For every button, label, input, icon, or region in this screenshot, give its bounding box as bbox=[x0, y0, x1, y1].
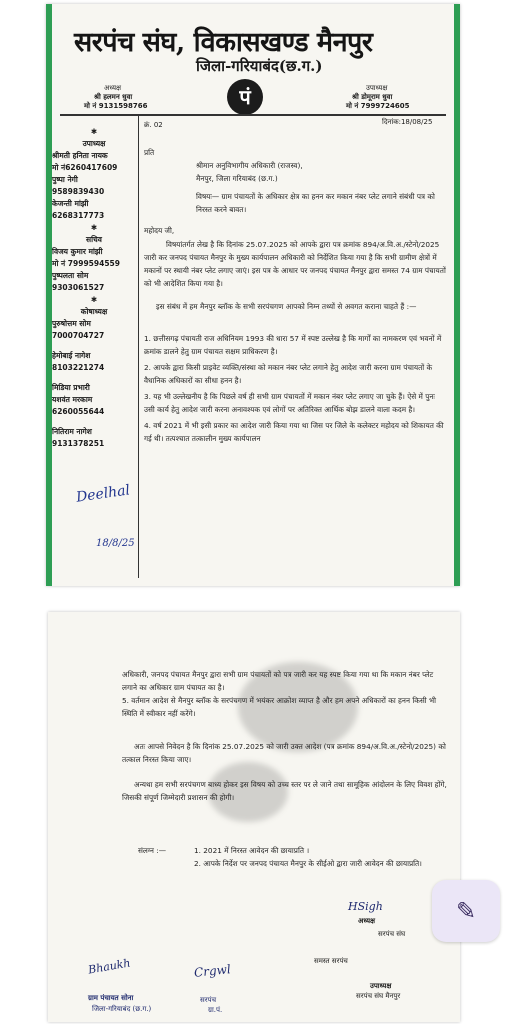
paragraph-facts: इस संबंध में हम मैनपुर ब्लॉक के सभी सरपंचगण आपको निम्न तथ्यों से अवगत कराना चाहते हैं :— bbox=[156, 302, 417, 311]
sidebar-entry: 6260055644 bbox=[52, 407, 105, 416]
asterisk-icon: ✱ bbox=[90, 127, 98, 136]
enclosure-title: संलग्न :— bbox=[138, 846, 167, 855]
sidebar-entry: यशवंत मरकाम bbox=[52, 395, 93, 404]
president-phone: मो नं 9131598766 bbox=[84, 102, 148, 110]
org-title: सरपंच संघ, विकासखण्ड मैनपुर bbox=[74, 27, 373, 58]
signatory-line: समस्त सरपंच bbox=[314, 957, 348, 965]
vice-president-phone: मो नं 7999724605 bbox=[346, 102, 410, 110]
points-list bbox=[144, 332, 448, 445]
vice-president-name: श्री डोमूराम धुवा bbox=[352, 93, 393, 101]
vice-president-sign-role: उपाध्यक्ष bbox=[370, 982, 392, 990]
sidebar-entry: श्रीमती हनिता नायक bbox=[52, 151, 108, 160]
sidebar-divider bbox=[138, 116, 139, 578]
sidebar-entry: मिडिया प्रभारी bbox=[52, 383, 90, 392]
paragraph-request: अतः आपसे निवेदन है कि दिनांक 25.07.2025 को जारी उक्त आदेश (पत्र क्रमांक 894/अ.वि.अ./स्टेनो/2025) को तत्काल निरस्त किया जाए। bbox=[122, 742, 446, 764]
list-item: 2. आपके द्वारा किसी प्राइवेट व्यक्ति/संस्था को मकान नंबर प्लेट लगाने हेतु आदेश जारी करना ग्राम पंचायतों के वैधानिक अधिकारों का सीधा हनन है। bbox=[144, 363, 433, 385]
enclosure-list bbox=[194, 844, 444, 870]
sidebar-entry: 9131378251 bbox=[52, 439, 105, 448]
list-item: 3. यह भी उल्लेखनीय है कि पिछले वर्ष ही सभी ग्राम पंचायतों में मकान नंबर प्लेट लगाए जा चुके हैं। ऐसे में पुनः उसी कार्य हेतु आदेश जारी करना अनावश्यक एवं लोगों पर अतिरिक्त आर्थिक बोझ डालने वाला कदम है। bbox=[144, 392, 435, 414]
office-bearers-list bbox=[52, 126, 136, 450]
header-divider bbox=[60, 114, 446, 116]
sidebar-gap bbox=[52, 342, 136, 350]
list-item: 4. वर्ष 2021 में भी इसी प्रकार का आदेश जारी किया गया था जिस पर जिले के कलेक्टर महोदय को शिकायत की गई थी। तत्पश्चात तत्कालीन मुख्य कार्यपालन bbox=[144, 421, 444, 443]
sidebar-entry: मो नं 7999594559 bbox=[52, 259, 120, 268]
recipient-line: श्रीमान अनुविभागीय अधिकारी (राजस्व), bbox=[196, 161, 303, 170]
salutation: महोदय जी, bbox=[144, 226, 175, 235]
asterisk-icon: ✱ bbox=[90, 295, 98, 304]
recipient-line: प्रति bbox=[144, 148, 155, 157]
stamp-line: सरपंच bbox=[200, 996, 217, 1004]
recipient-block bbox=[144, 146, 303, 185]
list-item: 2. आपके निर्देश पर जनपद पंचायत मैनपुर के सीईओ द्वारा जारी आवेदन की छायाप्रति। bbox=[194, 859, 422, 868]
letter-page-1 bbox=[46, 4, 460, 586]
sidebar-entry: नितिराम नागेश bbox=[52, 427, 92, 436]
sidebar-heading: उपाध्यक्ष bbox=[82, 139, 106, 148]
paragraph-continued: अधिकारी, जनपद पंचायत मैनपुर द्वारा सभी ग्राम पंचायतों को पत्र जारी कर यह स्पष्ट किया गया था कि मकान नंबर प्लेट लगाने का अधिकार ग्राम पंचायत का है। bbox=[122, 670, 434, 692]
stamp-line: ग्राम पंचायत सोना bbox=[88, 994, 134, 1002]
sidebar-entry: विजय कुमार मांझी bbox=[52, 247, 103, 256]
list-item: 1. 2021 में निरस्त आवेदन की छायाप्रति । bbox=[194, 846, 310, 855]
sidebar-entry: मो नं6260417609 bbox=[52, 163, 118, 172]
signatory-role: अध्यक्ष bbox=[358, 917, 376, 925]
green-edge-right bbox=[454, 4, 460, 586]
signatory-org: सरपंच संघ bbox=[378, 930, 406, 938]
sidebar-entry: 9589839430 bbox=[52, 187, 105, 196]
list-item: 1. छत्तीसगढ़ पंचायती राज अधिनियम 1993 की धारा 57 में स्पष्ट उल्लेख है कि मार्गों का नामकरण एवं भवनों में क्रमांक डालने हेतु ग्राम पंचायत सक्षम प्राधिकरण है। bbox=[144, 334, 442, 356]
reference-number: क्रं. 02 bbox=[144, 121, 163, 129]
sidebar-entry: केजन्ती मांझी bbox=[52, 199, 89, 208]
vice-president-role: उपाध्यक्ष bbox=[366, 84, 388, 92]
sidebar-entry: 7000704727 bbox=[52, 331, 105, 340]
president-signature: HSigh bbox=[348, 900, 383, 913]
handwritten-signature: Deelhal bbox=[75, 482, 131, 506]
sidebar-entry: 6268317773 bbox=[52, 211, 105, 220]
sidebar-entry: पुरुषोत्तम सोम bbox=[52, 319, 91, 328]
stamp-line: ग्रा.पं. bbox=[208, 1006, 223, 1014]
signature-date: 18/8/25 bbox=[96, 538, 135, 549]
asterisk-icon: ✱ bbox=[90, 223, 98, 232]
union-logo-icon: पं bbox=[227, 79, 263, 115]
sidebar-entry: हेमोबाई नागेश bbox=[52, 351, 91, 360]
sidebar-heading: कोषाध्यक्ष bbox=[80, 307, 108, 316]
letter-date: दिनांक:18/08/25 bbox=[382, 118, 433, 126]
edit-pen-icon: ✎ bbox=[455, 897, 477, 925]
list-item: 5. वर्तमान आदेश से मैनपुर ब्लॉक के सरपंचगण में भयंकर आक्रोश व्याप्त है और हम अपने अधिकारों का हनन किसी भी स्थिति में स्वीकार नहीं करेंगे। bbox=[122, 696, 437, 718]
stamp-line: जिला-गरियाबंद (छ.ग.) bbox=[92, 1005, 152, 1013]
stamp-signature: Crgwl bbox=[193, 962, 232, 980]
paragraph-intro: विषयांतर्गत लेख है कि दिनांक 25.07.2025 को आपके द्वारा पत्र क्रमांक 894/अ.वि.अ./स्टेनो/2025 जारी कर जनपद पंचायत मैनपुर के मुख्य कार्यपालन अधिकारी को निर्देशित किया गया है कि सभी ग्रामीण क्षेत्रों में मकानों पर स्थायी नंबर प्लेट लगाए जाएं। इस पत्र के आधार पर जनपद पंचायत मैनपुर द्वारा समस्त 74 ग्राम पंचायतों को भी आदेशित किया गया है। bbox=[144, 240, 446, 288]
sidebar-entry: 8103221274 bbox=[52, 363, 105, 372]
sidebar-gap bbox=[52, 374, 136, 382]
vice-president-sign-org: सरपंच संघ मैनपुर bbox=[356, 992, 401, 1000]
president-name: श्री हलमन धुवा bbox=[94, 93, 133, 101]
edit-pen-button[interactable] bbox=[432, 880, 500, 942]
sidebar-heading: सचिव bbox=[86, 235, 102, 244]
sidebar-entry: 9303061527 bbox=[52, 283, 105, 292]
sidebar-entry: पुष्पलता सोम bbox=[52, 271, 89, 280]
recipient-line: मैनपुर, जिला गरियाबंद (छ.ग.) bbox=[196, 174, 278, 183]
stamp-signature: Bhaukh bbox=[87, 956, 132, 977]
letter-page-2 bbox=[48, 612, 460, 1022]
district-line: जिला-गरियाबंद(छ.ग.) bbox=[196, 57, 323, 75]
sidebar-entry: पुष्पा नेगी bbox=[52, 175, 78, 184]
subject-line: विषयः— ग्राम पंचायतों के अधिकार क्षेत्र का हनन कर मकान नंबर प्लेट लगाने संबंधी पत्र को निरस्त करने बावत। bbox=[196, 192, 435, 214]
sidebar-gap bbox=[52, 418, 136, 426]
paragraph-warning: अन्यथा हम सभी सरपंचगण बाध्य होकर इस विषय को उच्च स्तर पर ले जाने तथा सामूहिक आंदोलन के लिए विवश होंगे, जिसकी संपूर्ण जिम्मेदारी प्रशासन की होगी। bbox=[122, 780, 447, 802]
president-role: अध्यक्ष bbox=[104, 84, 122, 92]
